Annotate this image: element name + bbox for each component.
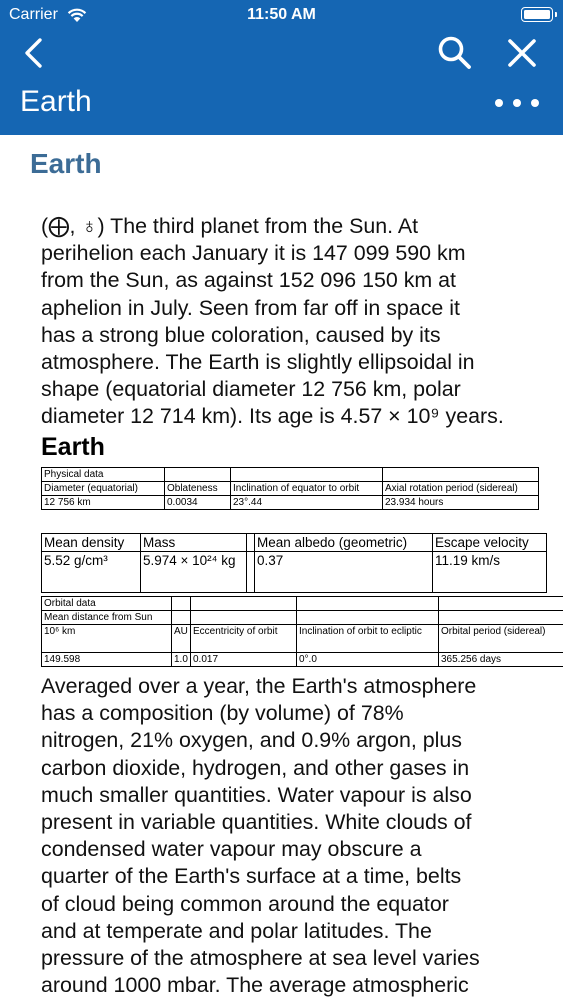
table-header-cell: Oblateness [165,482,231,496]
table-cell: 0.37 [255,552,433,593]
text-line: atmosphere. The Earth is slightly ellipsoidal in [41,350,475,375]
text-line: aphelion in July. Seen from far off in space it [41,295,460,320]
orbital-data-table [41,596,563,667]
table-header-cell: 10⁶ km [42,625,172,653]
text-line: nitrogen, 21% oxygen, and 0.9% argon, plus [41,728,462,753]
nav-title: Earth [20,85,92,118]
text-line: pressure of the atmosphere at sea level varies [41,946,480,971]
table-header-cell: Escape velocity [433,534,547,552]
text-line: present in variable quantities. White clouds of [41,810,472,835]
status-bar [0,0,563,30]
table-header-cell: Diameter (equatorial) [42,482,165,496]
carrier-label: Carrier [9,6,58,23]
text-line: of cloud being common around the equator [41,891,449,916]
text-line: around 1000 mbar. The average atmospheric [41,973,469,998]
close-icon[interactable] [505,36,539,70]
text-line: diameter 12 714 km). Its age is 4.57 × 10⁹ years. [41,404,504,429]
section-heading: Earth [41,433,105,461]
table-cell: 5.974 × 10²⁴ kg [141,552,247,593]
text-line: shape (equatorial diameter 12 756 km, polar [41,377,461,402]
navigation-bar [0,0,563,135]
table-cell: 1.0 [172,653,191,667]
table-cell: 5.52 g/cm³ [42,552,141,593]
text-line: and at temperate and polar latitudes. The [41,918,432,943]
table-cell: 23°.44 [231,496,383,510]
page-title: Earth [30,148,102,179]
more-horizontal-icon[interactable] [494,96,540,110]
battery-icon [521,7,553,22]
table-header-cell: Inclination of equator to orbit [231,482,383,496]
status-time: 11:50 AM [247,6,316,23]
text-line: condensed water vapour may obscure a [41,837,422,862]
table-cell: 365.256 days [439,653,563,667]
table-cell: 11.19 km/s [433,552,547,593]
table-header-cell: Mean albedo (geometric) [255,534,433,552]
chevron-left-icon[interactable] [20,36,50,70]
density-mass-table [41,533,547,593]
text-line: perihelion each January it is 147 099 590 km [41,241,466,266]
body-paragraph [41,673,563,999]
table-cell: 149.598 [42,653,172,667]
text-line: has a composition (by volume) of 78% [41,701,404,726]
text-line: quarter of the Earth's surface at a time, belts [41,864,462,889]
table-header-cell: Eccentricity of orbit [191,625,297,653]
table-header-cell: Inclination of orbit to ecliptic [297,625,439,653]
table-section-label: Orbital data [42,597,172,611]
intro-paragraph [41,213,563,431]
table-header-cell: Mass [141,534,247,552]
text-line: has a strong blue coloration, caused by its [41,322,441,347]
table-cell: 0°.0 [297,653,439,667]
table-cell: 0.017 [191,653,297,667]
table-cell: 12 756 km [42,496,165,510]
table-header-cell: Orbital period (sidereal) [439,625,563,653]
table-cell: 23.934 hours [383,496,539,510]
table-header-cell: AU [172,625,191,653]
text-line: carbon dioxide, hydrogen, and other gases in [41,755,470,780]
table-cell: 0.0034 [165,496,231,510]
text-line: from the Sun, as against 152 096 150 km at [41,268,456,293]
text-line: much smaller quantities. Water vapour is also [41,782,472,807]
text-line: Averaged over a year, the Earth's atmosphere [41,674,477,698]
text-line: (⨁, ♁) The third planet from the Sun. At [41,214,419,238]
table-header-cell: Mean density [42,534,141,552]
table-group-label: Mean distance from Sun [42,611,172,625]
physical-data-table [41,467,539,510]
table-header-cell: Axial rotation period (sidereal) [383,482,539,496]
table-section-label: Physical data [42,468,165,482]
search-icon[interactable] [436,34,474,72]
